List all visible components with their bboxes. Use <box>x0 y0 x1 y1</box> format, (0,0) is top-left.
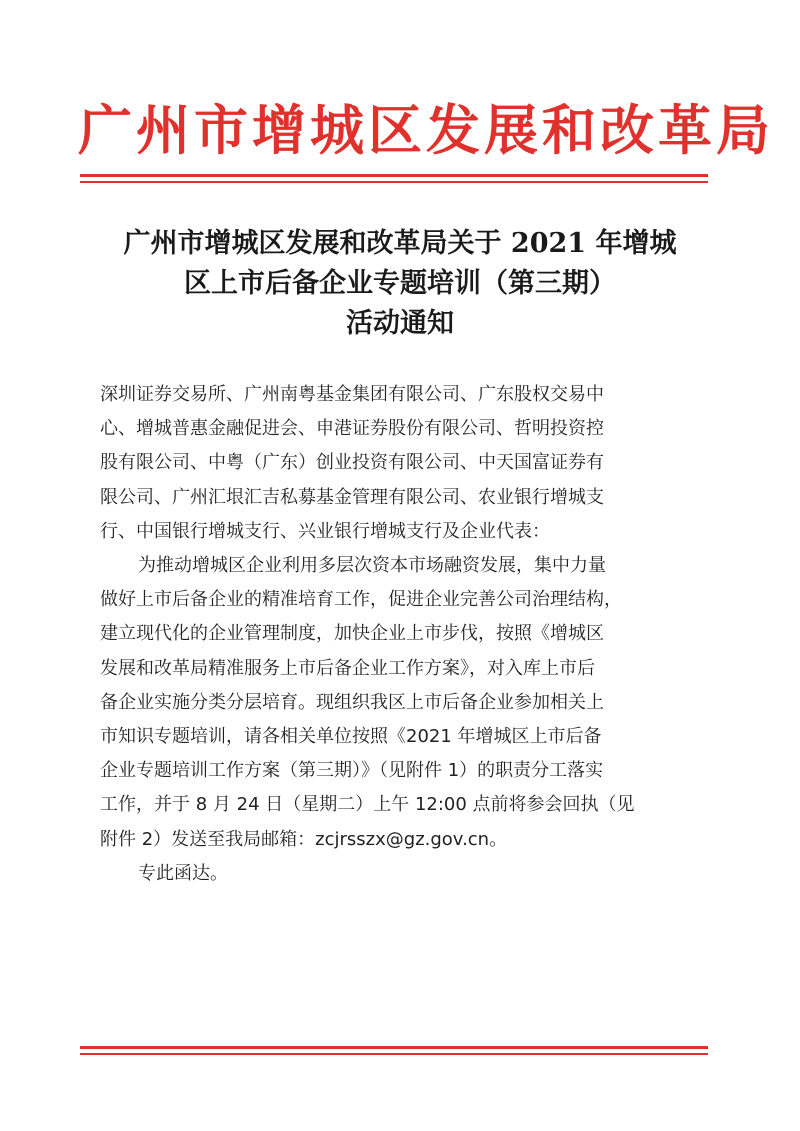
notice-body <box>100 378 710 891</box>
masthead-rule-thin <box>80 181 708 183</box>
body-line: 工作，并于 8 月 24 日（星期二）上午 12:00 点前将参会回执（见 <box>100 794 635 816</box>
addressee-block <box>100 378 710 549</box>
body-line: 为推动增城区企业利用多层次资本市场融资发展，集中力量 <box>138 555 606 577</box>
addressee-line: 限公司、广州汇垠汇吉私募基金管理有限公司、农业银行增城支 <box>100 486 604 508</box>
main-paragraph <box>100 549 710 857</box>
footer-rule-thick <box>80 1046 708 1049</box>
body-line: 建立现代化的企业管理制度，加快企业上市步伐，按照《增城区 <box>100 623 604 645</box>
addressee-line: 行、中国银行增城支行、兴业银行增城支行及企业代表： <box>100 520 550 542</box>
title-line-3: 活动通知 <box>346 308 454 339</box>
addressee-line: 深圳证券交易所、广州南粤基金集团有限公司、广东股权交易中 <box>100 384 604 405</box>
addressee-line: 心、增城普惠金融促进会、申港证券股份有限公司、哲明投资控 <box>100 418 604 440</box>
closing-line: 专此函达。 <box>138 862 228 884</box>
body-line: 备企业实施分类分层培育。现组织我区上市后备企业参加相关上 <box>100 691 604 713</box>
notice-title <box>80 224 720 344</box>
addressee-line: 股有限公司、中粤（广东）创业投资有限公司、中天国富证券有 <box>100 452 604 474</box>
body-line: 市知识专题培训，请各相关单位按照《2021 年增城区上市后备 <box>100 726 602 748</box>
body-line: 做好上市后备企业的精准培育工作，促进企业完善公司治理结构， <box>100 589 622 611</box>
masthead-rule-thick <box>80 174 708 177</box>
title-line-2: 区上市后备企业专题培训（第三期） <box>184 268 616 299</box>
closing-paragraph <box>100 857 710 891</box>
body-line: 企业专题培训工作方案（第三期）》（见附件 1）的职责分工落实 <box>100 760 604 782</box>
body-line: 发展和改革局精准服务上市后备企业工作方案》，对入库上市后 <box>100 657 595 679</box>
agency-masthead: 广州市增城区发展和改革局 <box>78 98 774 162</box>
title-line-1: 广州市增城区发展和改革局关于 2021 年增城 <box>123 228 677 259</box>
body-line: 附件 2）发送至我局邮箱：zcjrsszx@gz.gov.cn。 <box>100 828 508 850</box>
footer-rule-thin <box>80 1053 708 1055</box>
